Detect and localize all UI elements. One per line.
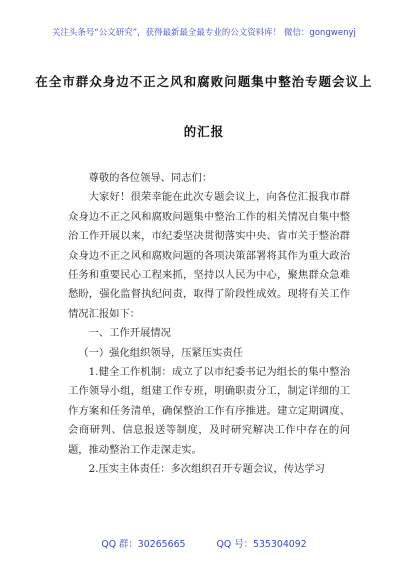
salutation: 尊敬的各位领导、同志们： [88, 172, 213, 184]
intro-paragraph: 大家好！很荣幸能在此次专题会议上，向各位汇报我市群众身边不正之风和腐败问题集中整治工作的相关情况自集中整治工作开展以来，市纪委坚决贯彻落实中央、省市关于整治群众身边不正之风和腐败问题的各项决策部署将其作为重大政治任务和重要民心工程来抓，坚持以人民为中心，聚焦群众急难愁盼，强化监督执纪问责，取得了阶段性成效。现将有关工作情况汇报如下： [68, 191, 350, 320]
header-notice: 关注头条号“公文研究”，获得最新最全最专业的公文资料库！ 微信：gongwenyj [52, 27, 356, 37]
document-title-line-2: 的汇报 [183, 124, 225, 139]
item-paragraph-2: 2.压实主体责任：多次组织召开专题会议，传达学习 [88, 463, 325, 476]
section-heading-1: 一、工作开展情况 [88, 327, 171, 340]
item-paragraph-1: 1.健全工作机制：成立了以市纪委书记为组长的集中整治工作领导小组，组建工作专班，明确职责分工，制定详细的工作方案和任务清单，确保整治工作有序推进。建立定期调度、会商研判、信息报送等制度，及时研究解决工作中存在的问题，推动整治工作走深走实。 [68, 366, 350, 456]
footer-qq-number: QQ 号：535304092 [216, 539, 307, 550]
footer-qq-group: QQ 群：30265665 [101, 539, 186, 550]
document-title-line-1: 在全市群众身边不正之风和腐败问题集中整治专题会议上 [35, 74, 373, 89]
subsection-heading-1: （一）强化组织领导，压紧压实责任 [78, 346, 244, 359]
footer-contact [0, 536, 408, 550]
document-body [68, 169, 350, 480]
